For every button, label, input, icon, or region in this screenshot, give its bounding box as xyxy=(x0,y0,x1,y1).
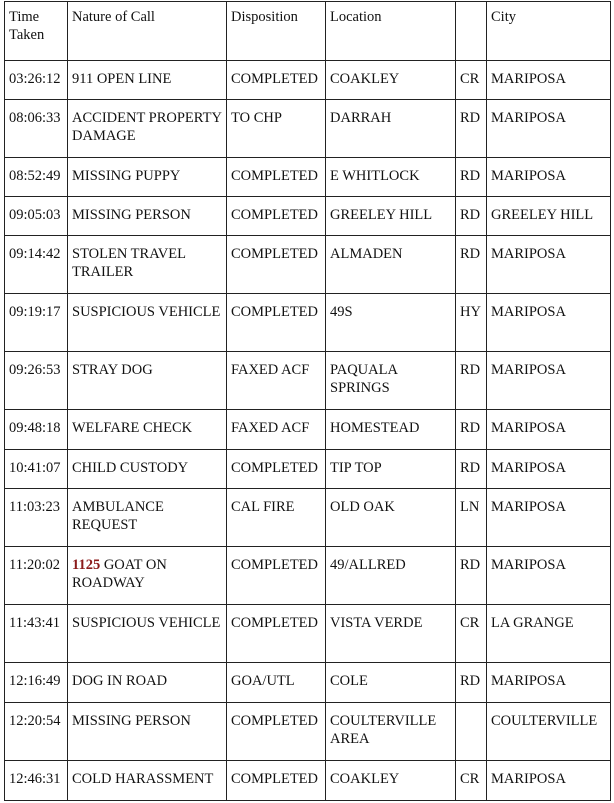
header-time-taken: Time Taken xyxy=(5,2,68,61)
header-row xyxy=(5,2,611,61)
table-row xyxy=(5,663,611,703)
nature-cell xyxy=(68,761,227,801)
table-row xyxy=(5,547,611,605)
call-log-body xyxy=(5,2,611,801)
street-suffix-cell: CR xyxy=(456,761,487,801)
city-cell: MARIPOSA xyxy=(487,352,611,410)
location-cell: HOMESTEAD xyxy=(326,410,456,450)
nature-text: STRAY DOG xyxy=(72,362,153,378)
street-suffix-cell: RD xyxy=(456,236,487,294)
disposition-cell: COMPLETED xyxy=(227,158,326,197)
header-suffix xyxy=(456,2,487,61)
nature-cell xyxy=(68,236,227,294)
disposition-cell: COMPLETED xyxy=(227,450,326,489)
disposition-cell: COMPLETED xyxy=(227,197,326,236)
city-cell: MARIPOSA xyxy=(487,761,611,801)
header-disposition: Disposition xyxy=(227,2,326,61)
city-cell: LA GRANGE xyxy=(487,605,611,663)
street-suffix-cell: RD xyxy=(456,450,487,489)
location-cell: ALMADEN xyxy=(326,236,456,294)
time-cell: 03:26:12 xyxy=(5,61,68,100)
location-cell: VISTA VERDE xyxy=(326,605,456,663)
nature-text: MISSING PUPPY xyxy=(72,168,181,184)
nature-text: MISSING PERSON xyxy=(72,207,191,223)
street-suffix-cell: CR xyxy=(456,61,487,100)
street-suffix-cell xyxy=(456,703,487,761)
nature-text: GOAT ON ROADWAY xyxy=(72,557,167,591)
time-cell: 08:52:49 xyxy=(5,158,68,197)
street-suffix-cell: RD xyxy=(456,158,487,197)
nature-cell xyxy=(68,158,227,197)
location-cell: OLD OAK xyxy=(326,489,456,547)
city-cell: MARIPOSA xyxy=(487,489,611,547)
disposition-cell: COMPLETED xyxy=(227,236,326,294)
disposition-cell: COMPLETED xyxy=(227,761,326,801)
time-cell: 12:16:49 xyxy=(5,663,68,703)
disposition-cell: FAXED ACF xyxy=(227,410,326,450)
nature-cell xyxy=(68,547,227,605)
table-row xyxy=(5,61,611,100)
city-cell: MARIPOSA xyxy=(487,100,611,158)
nature-cell xyxy=(68,450,227,489)
time-cell: 09:26:53 xyxy=(5,352,68,410)
nature-cell xyxy=(68,605,227,663)
street-suffix-cell: RD xyxy=(456,352,487,410)
call-log-table xyxy=(4,1,611,801)
nature-text: ACCIDENT PROPERTY DAMAGE xyxy=(72,110,222,144)
table-row xyxy=(5,410,611,450)
table-row xyxy=(5,197,611,236)
disposition-cell: GOA/UTL xyxy=(227,663,326,703)
city-cell: MARIPOSA xyxy=(487,294,611,352)
nature-text: SUSPICIOUS VEHICLE xyxy=(72,615,221,631)
nature-text: COLD HARASSMENT xyxy=(72,771,214,787)
disposition-cell: COMPLETED xyxy=(227,294,326,352)
location-cell: GREELEY HILL xyxy=(326,197,456,236)
time-cell: 09:14:42 xyxy=(5,236,68,294)
nature-text: CHILD CUSTODY xyxy=(72,460,189,476)
street-suffix-cell: RD xyxy=(456,197,487,236)
time-cell: 12:46:31 xyxy=(5,761,68,801)
city-cell: MARIPOSA xyxy=(487,158,611,197)
table-row xyxy=(5,100,611,158)
city-cell: MARIPOSA xyxy=(487,450,611,489)
disposition-cell: COMPLETED xyxy=(227,605,326,663)
nature-cell xyxy=(68,703,227,761)
disposition-cell: COMPLETED xyxy=(227,547,326,605)
disposition-cell: COMPLETED xyxy=(227,61,326,100)
nature-cell xyxy=(68,489,227,547)
time-cell: 11:20:02 xyxy=(5,547,68,605)
table-row xyxy=(5,703,611,761)
street-suffix-cell: RD xyxy=(456,410,487,450)
nature-text: MISSING PERSON xyxy=(72,713,191,729)
time-cell: 09:48:18 xyxy=(5,410,68,450)
nature-cell xyxy=(68,410,227,450)
call-code: 1125 xyxy=(72,557,101,573)
nature-cell xyxy=(68,197,227,236)
city-cell: MARIPOSA xyxy=(487,547,611,605)
time-cell: 08:06:33 xyxy=(5,100,68,158)
table-row xyxy=(5,761,611,801)
time-cell: 12:20:54 xyxy=(5,703,68,761)
nature-cell xyxy=(68,100,227,158)
city-cell: MARIPOSA xyxy=(487,61,611,100)
nature-cell xyxy=(68,352,227,410)
table-row xyxy=(5,450,611,489)
location-cell: COULTERVILLE AREA xyxy=(326,703,456,761)
table-row xyxy=(5,158,611,197)
street-suffix-cell: RD xyxy=(456,547,487,605)
location-cell: TIP TOP xyxy=(326,450,456,489)
nature-text: SUSPICIOUS VEHICLE xyxy=(72,304,221,320)
time-cell: 11:43:41 xyxy=(5,605,68,663)
street-suffix-cell: HY xyxy=(456,294,487,352)
nature-text: AMBULANCE REQUEST xyxy=(72,499,164,533)
nature-text: DOG IN ROAD xyxy=(72,673,168,689)
table-row xyxy=(5,605,611,663)
table-row xyxy=(5,489,611,547)
city-cell: MARIPOSA xyxy=(487,410,611,450)
location-cell: COLE xyxy=(326,663,456,703)
nature-cell xyxy=(68,663,227,703)
location-cell: E WHITLOCK xyxy=(326,158,456,197)
header-location: Location xyxy=(326,2,456,61)
table-row xyxy=(5,236,611,294)
disposition-cell: TO CHP xyxy=(227,100,326,158)
table-row xyxy=(5,352,611,410)
location-cell: DARRAH xyxy=(326,100,456,158)
time-cell: 09:05:03 xyxy=(5,197,68,236)
header-city: City xyxy=(487,2,611,61)
time-cell: 11:03:23 xyxy=(5,489,68,547)
nature-cell xyxy=(68,61,227,100)
city-cell: MARIPOSA xyxy=(487,663,611,703)
nature-cell xyxy=(68,294,227,352)
nature-text: 911 OPEN LINE xyxy=(72,71,172,87)
location-cell: 49/ALLRED xyxy=(326,547,456,605)
street-suffix-cell: RD xyxy=(456,100,487,158)
street-suffix-cell: RD xyxy=(456,663,487,703)
disposition-cell: CAL FIRE xyxy=(227,489,326,547)
time-cell: 10:41:07 xyxy=(5,450,68,489)
location-cell: 49S xyxy=(326,294,456,352)
nature-text: WELFARE CHECK xyxy=(72,420,193,436)
location-cell: COAKLEY xyxy=(326,761,456,801)
city-cell: MARIPOSA xyxy=(487,236,611,294)
disposition-cell: COMPLETED xyxy=(227,703,326,761)
street-suffix-cell: CR xyxy=(456,605,487,663)
table-row xyxy=(5,294,611,352)
disposition-cell: FAXED ACF xyxy=(227,352,326,410)
street-suffix-cell: LN xyxy=(456,489,487,547)
location-cell: PAQUALA SPRINGS xyxy=(326,352,456,410)
city-cell: GREELEY HILL xyxy=(487,197,611,236)
location-cell: COAKLEY xyxy=(326,61,456,100)
time-cell: 09:19:17 xyxy=(5,294,68,352)
city-cell: COULTERVILLE xyxy=(487,703,611,761)
nature-text: STOLEN TRAVEL TRAILER xyxy=(72,246,186,280)
header-nature-of-call: Nature of Call xyxy=(68,2,227,61)
